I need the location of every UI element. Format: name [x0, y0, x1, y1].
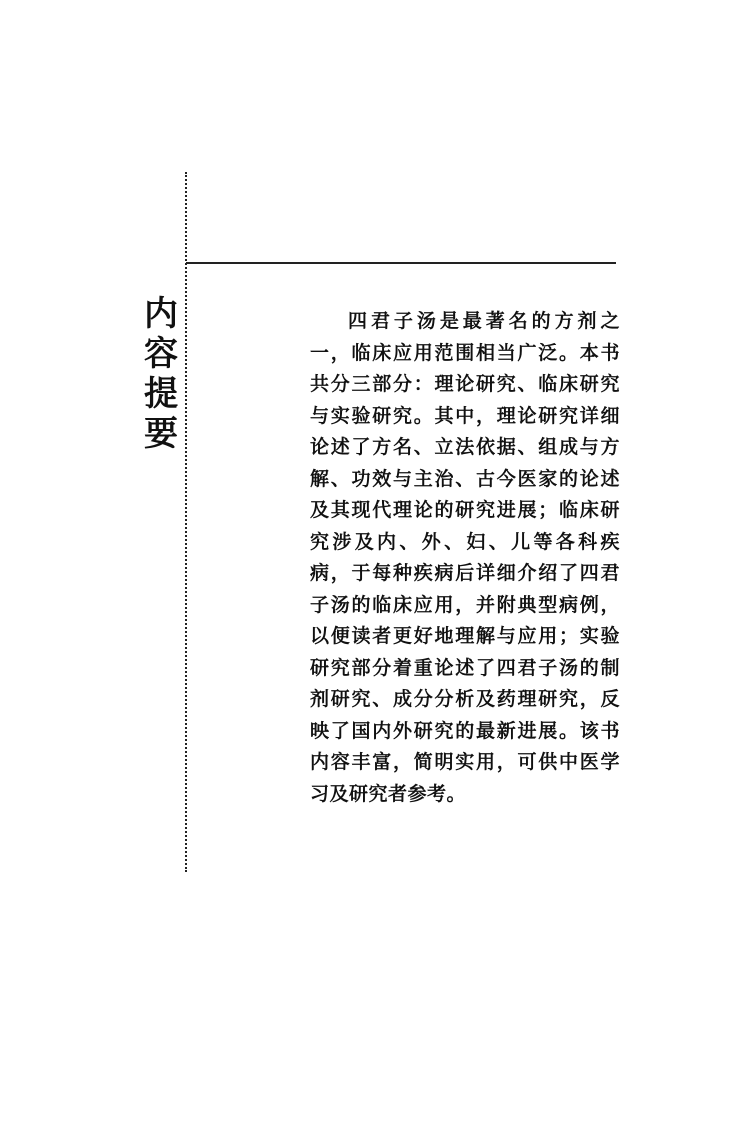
section-title-char: 提 — [144, 374, 178, 414]
horizontal-rule — [186, 262, 616, 264]
section-title-char: 内 — [144, 294, 178, 334]
vertical-dotted-divider — [185, 172, 187, 872]
section-title-char: 容 — [144, 334, 178, 374]
section-title-char: 要 — [144, 414, 178, 454]
summary-paragraph: 四君子汤是最著名的方剂之一，临床应用范围相当广泛。本书共分三部分：理论研究、临床研究与实验研究。其中，理论研究详细论述了方名、立法依据、组成与方解、功效与主治、古今医家的论述及其现代理论的研究进展；临床研究涉及内、外、妇、儿等各科疾病，于每种疾病后详细介绍了四君子汤的临床应用，并附典型病例，以便读者更好地理解与应用；实验研究部分着重论述了四君子汤的制剂研究、成分分析及药理研究，反映了国内外研究的最新进展。该书内容丰富，简明实用，可供中医学习及研究者参考。 — [310, 310, 620, 805]
section-title — [141, 294, 181, 454]
